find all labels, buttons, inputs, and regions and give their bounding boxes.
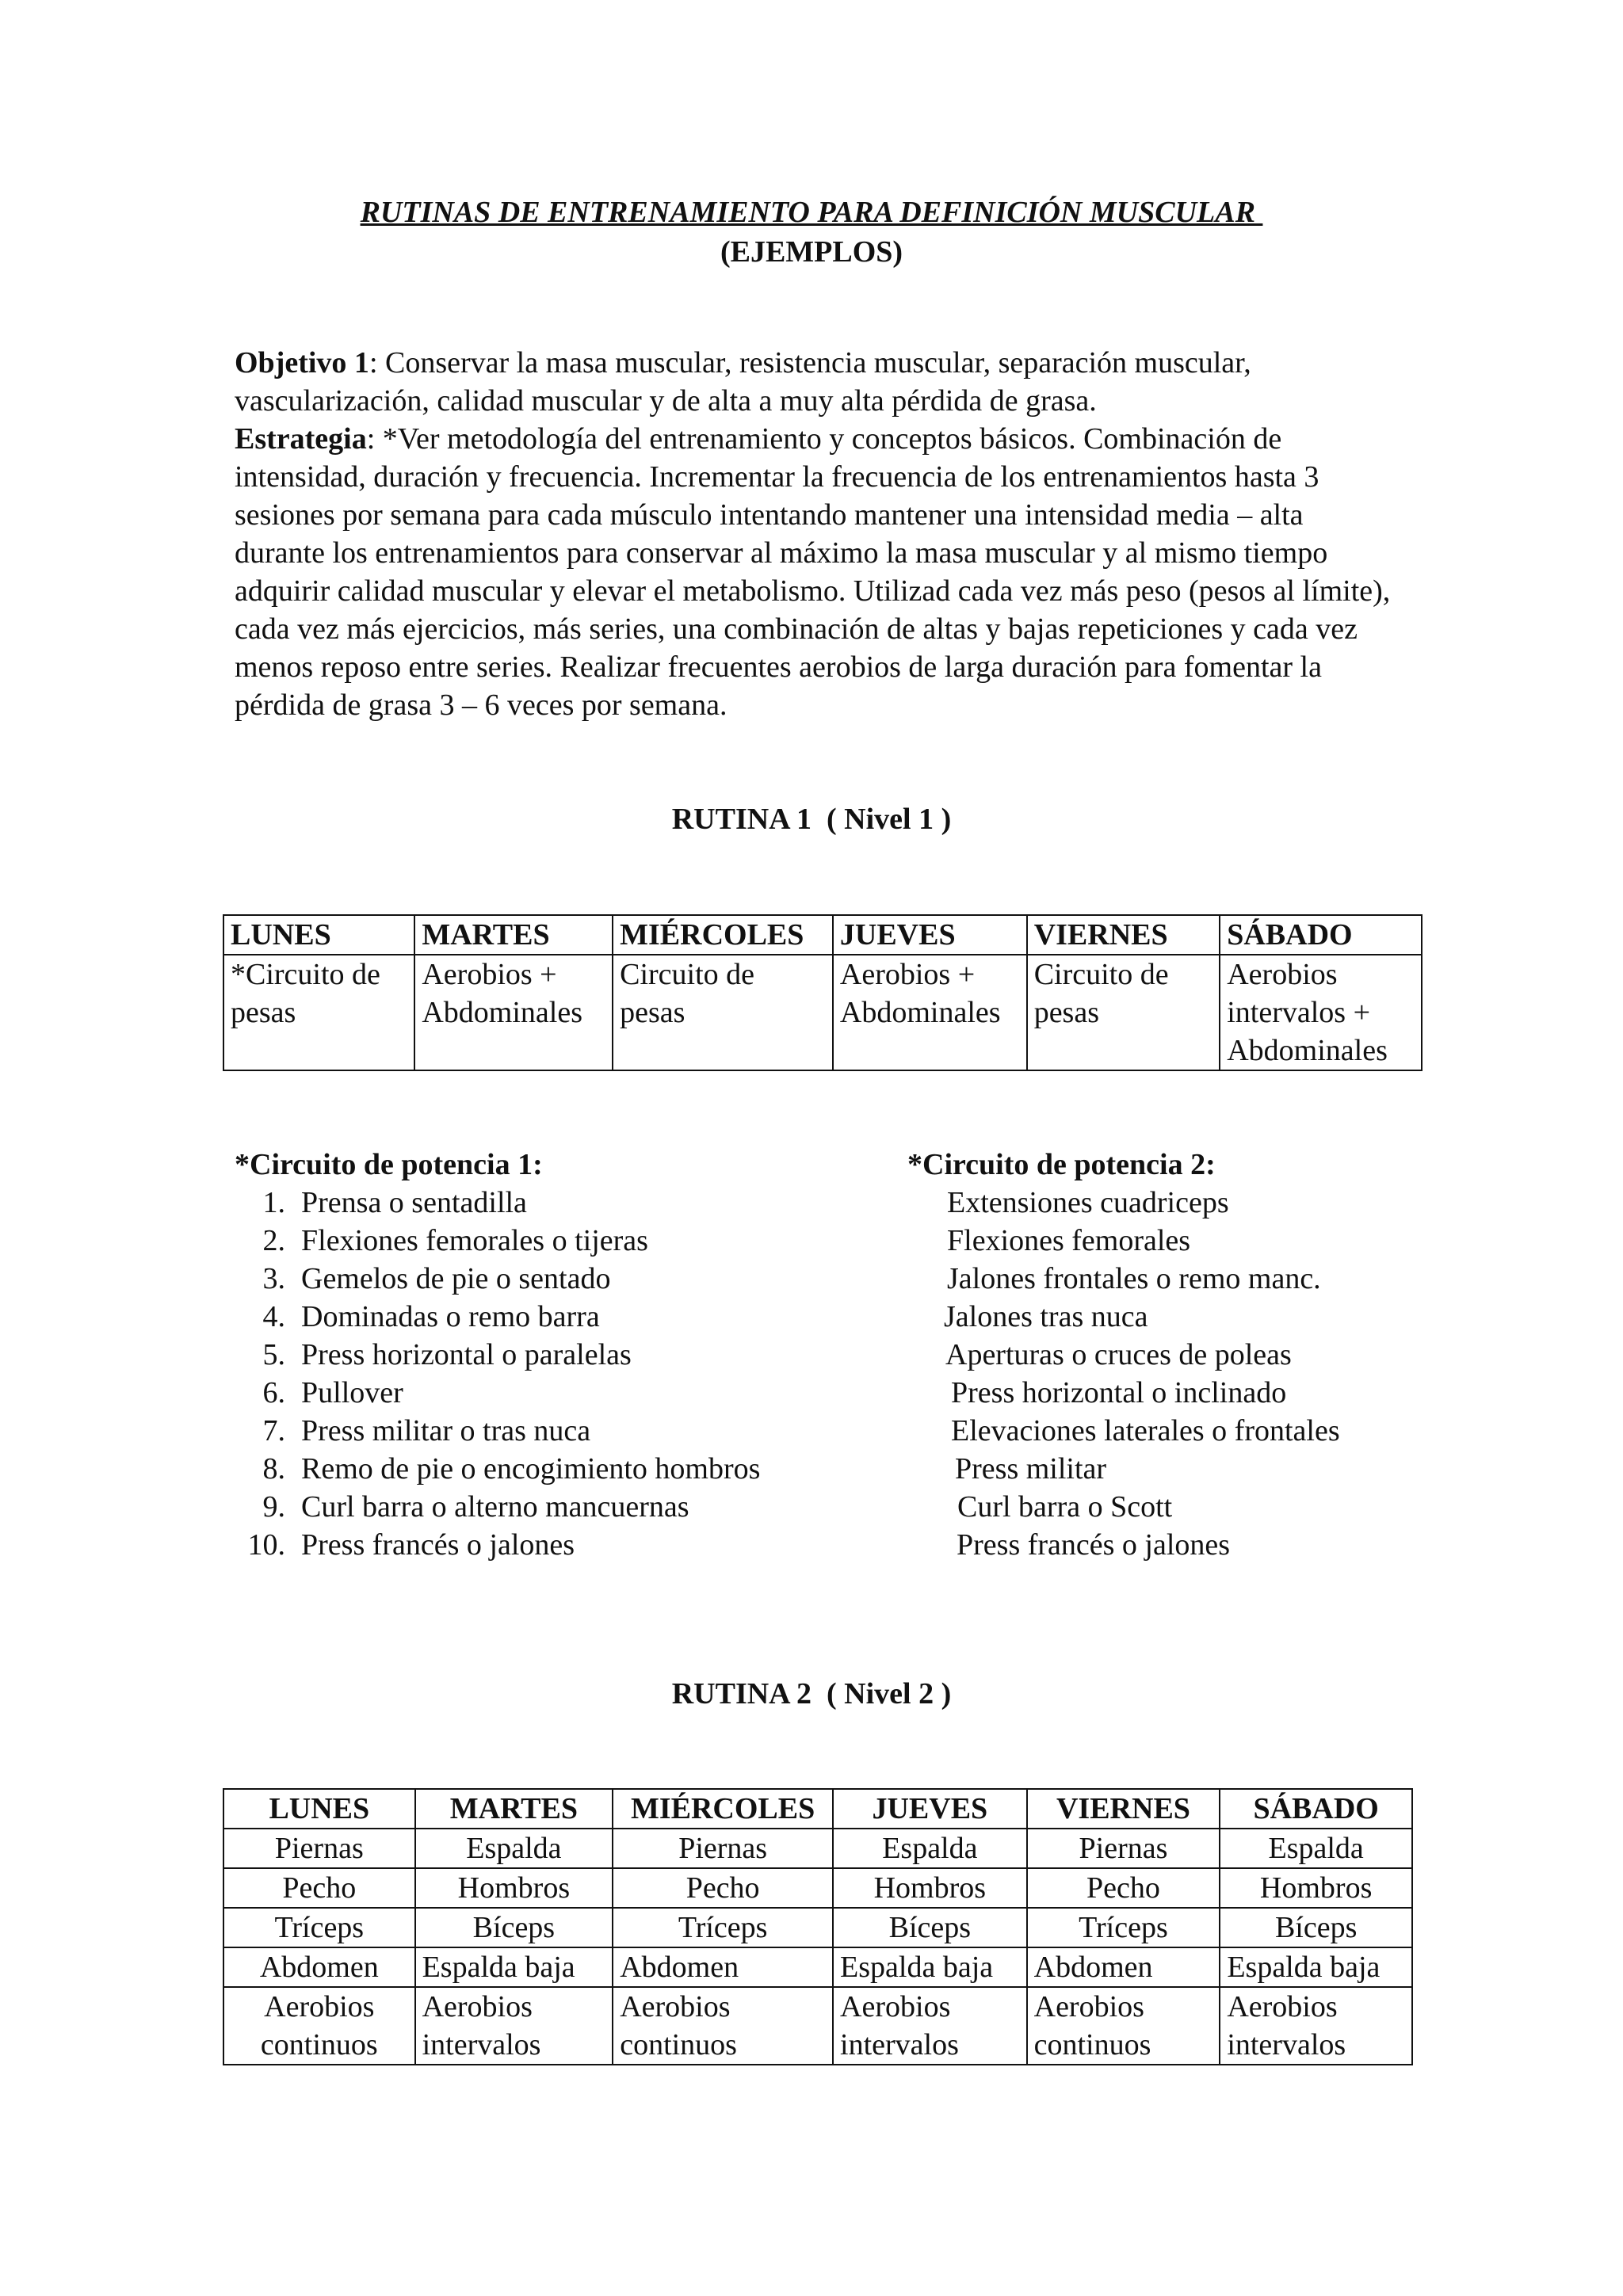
list-text: Pullover bbox=[301, 1376, 403, 1409]
cell-line: continuos bbox=[620, 2028, 737, 2061]
table-cell bbox=[1220, 955, 1422, 1070]
cell-line: continuos bbox=[260, 2028, 378, 2061]
table-cell: Piernas bbox=[223, 1829, 415, 1868]
table-header-cell: MIÉRCOLES bbox=[613, 1789, 833, 1829]
objective-text: : Conservar la masa muscular, resistencia muscular, separación muscular, vascularización, calidad muscular y de alta a muy alta pérdida de grasa. bbox=[235, 346, 1251, 418]
table-cell bbox=[833, 1987, 1027, 2065]
list-number: 4. bbox=[262, 1300, 285, 1333]
cell-line: continuos bbox=[1033, 2028, 1151, 2061]
circuit-1-heading: *Circuito de potencia 1: bbox=[235, 1148, 543, 1181]
table-cell: Piernas bbox=[613, 1829, 833, 1868]
cell-line: intervalos + bbox=[1227, 996, 1371, 1029]
list-text: Dominadas o remo barra bbox=[301, 1300, 600, 1333]
list-item bbox=[235, 1336, 760, 1374]
table-header-cell: MIÉRCOLES bbox=[613, 915, 833, 955]
table-row bbox=[223, 1908, 1412, 1947]
list-number: 9. bbox=[262, 1490, 285, 1524]
table-cell bbox=[613, 955, 833, 1070]
list-text: Press horizontal o paralelas bbox=[301, 1338, 632, 1371]
list-number: 6. bbox=[262, 1376, 285, 1409]
list-item bbox=[235, 1374, 760, 1412]
list-number: 5. bbox=[262, 1338, 285, 1371]
cell-line: Aerobios + bbox=[422, 958, 557, 991]
table-row bbox=[223, 1987, 1412, 2065]
list-text: Gemelos de pie o sentado bbox=[301, 1262, 611, 1295]
table-cell: Bíceps bbox=[415, 1908, 613, 1947]
list-item bbox=[235, 1412, 760, 1450]
document-subtitle: (EJEMPLOS) bbox=[720, 235, 903, 269]
list-item: Jalones tras nuca bbox=[944, 1300, 1148, 1333]
list-text: Prensa o sentadilla bbox=[301, 1186, 527, 1219]
table-cell: Espalda baja bbox=[833, 1947, 1027, 1987]
table-header-cell: JUEVES bbox=[833, 1789, 1027, 1829]
cell-line: Abdominales bbox=[422, 996, 582, 1029]
list-text: Press francés o jalones bbox=[301, 1528, 575, 1562]
table-cell bbox=[223, 955, 414, 1070]
cell-line: intervalos bbox=[1227, 2028, 1346, 2061]
table-cell: Tríceps bbox=[613, 1908, 833, 1947]
list-item: Aperturas o cruces de poleas bbox=[945, 1338, 1292, 1371]
table-cell bbox=[223, 1987, 415, 2065]
table-header-cell: LUNES bbox=[223, 1789, 415, 1829]
table-cell bbox=[1027, 955, 1220, 1070]
list-item bbox=[235, 1298, 760, 1336]
table-cell: Hombros bbox=[1220, 1868, 1412, 1908]
cell-line: Aerobios bbox=[264, 1990, 375, 2023]
cell-line: Aerobios bbox=[1033, 1990, 1144, 2023]
cell-line: pesas bbox=[231, 996, 296, 1029]
list-item: Jalones frontales o remo manc. bbox=[947, 1262, 1321, 1295]
table-cell bbox=[613, 1987, 833, 2065]
table-header-cell: MARTES bbox=[414, 915, 613, 955]
table-cell: Abdomen bbox=[1027, 1947, 1220, 1987]
table-cell: Pecho bbox=[1027, 1868, 1220, 1908]
circuit-1-list bbox=[235, 1184, 760, 1564]
table-cell: Pecho bbox=[223, 1868, 415, 1908]
table-cell: Hombros bbox=[833, 1868, 1027, 1908]
document-title: RUTINAS DE ENTRENAMIENTO PARA DEFINICIÓN MUSCULAR bbox=[360, 196, 1263, 229]
cell-line: intervalos bbox=[840, 2028, 959, 2061]
table-header-row bbox=[223, 1789, 1412, 1829]
list-number: 3. bbox=[262, 1262, 285, 1295]
circuit-2-list bbox=[907, 1184, 1340, 1564]
table-header-cell: LUNES bbox=[223, 915, 414, 955]
table-cell bbox=[1027, 1987, 1220, 2065]
circuit-2-heading: *Circuito de potencia 2: bbox=[907, 1148, 1216, 1181]
list-number: 10. bbox=[247, 1528, 285, 1562]
list-item bbox=[235, 1526, 760, 1564]
cell-line: Circuito de bbox=[620, 958, 755, 991]
list-text: Curl barra o alterno mancuernas bbox=[301, 1490, 689, 1524]
list-text: Remo de pie o encogimiento hombros bbox=[301, 1452, 761, 1486]
table-cell bbox=[414, 955, 613, 1070]
circuit-2 bbox=[907, 1146, 1340, 1564]
table-cell: Bíceps bbox=[833, 1908, 1027, 1947]
cell-line: pesas bbox=[620, 996, 685, 1029]
cell-line: Abdominales bbox=[1227, 1034, 1388, 1067]
table-cell: Espalda bbox=[833, 1829, 1027, 1868]
list-number: 8. bbox=[262, 1452, 285, 1486]
table-cell: Hombros bbox=[415, 1868, 613, 1908]
cell-line: Aerobios bbox=[1227, 958, 1338, 991]
table-row bbox=[223, 955, 1422, 1070]
table-row bbox=[223, 1829, 1412, 1868]
list-item bbox=[235, 1488, 760, 1526]
cell-line: *Circuito de bbox=[231, 958, 380, 991]
table-cell bbox=[1220, 1987, 1412, 2065]
list-item: Extensiones cuadriceps bbox=[947, 1186, 1229, 1219]
cell-line: Abdominales bbox=[839, 996, 1001, 1029]
strategy-paragraph bbox=[235, 420, 1392, 724]
list-item: Curl barra o Scott bbox=[957, 1490, 1173, 1524]
list-item: Press horizontal o inclinado bbox=[951, 1376, 1287, 1409]
table-cell: Abdomen bbox=[613, 1947, 833, 1987]
list-item: Press militar bbox=[955, 1452, 1107, 1486]
routine-2-heading: RUTINA 2 ( Nivel 2 ) bbox=[671, 1677, 952, 1711]
list-item: Elevaciones laterales o frontales bbox=[951, 1414, 1340, 1447]
strategy-label: Estrategia bbox=[235, 422, 367, 456]
list-item: Press francés o jalones bbox=[957, 1528, 1231, 1562]
objective-paragraph bbox=[235, 344, 1392, 420]
table-header-row bbox=[223, 915, 1422, 955]
objective-label: Objetivo 1 bbox=[235, 346, 369, 379]
cell-line: Aerobios bbox=[422, 1990, 533, 2023]
table-cell bbox=[415, 1987, 613, 2065]
list-item bbox=[235, 1222, 760, 1260]
table-cell: Bíceps bbox=[1220, 1908, 1412, 1947]
table-cell: Espalda baja bbox=[415, 1947, 613, 1987]
cell-line: Circuito de bbox=[1033, 958, 1169, 991]
table-cell: Tríceps bbox=[223, 1908, 415, 1947]
table-cell: Abdomen bbox=[223, 1947, 415, 1987]
list-text: Flexiones femorales o tijeras bbox=[301, 1224, 648, 1257]
table-header-cell: SÁBADO bbox=[1220, 915, 1422, 955]
list-item: Flexiones femorales bbox=[947, 1224, 1191, 1257]
table-cell: Tríceps bbox=[1027, 1908, 1220, 1947]
table-header-cell: MARTES bbox=[415, 1789, 613, 1829]
cell-line: intervalos bbox=[422, 2028, 541, 2061]
list-item bbox=[235, 1184, 760, 1222]
list-number: 7. bbox=[262, 1414, 285, 1447]
cell-line: Aerobios + bbox=[839, 958, 976, 991]
list-item bbox=[235, 1260, 760, 1298]
table-header-cell: SÁBADO bbox=[1220, 1789, 1412, 1829]
routine-1-table bbox=[223, 914, 1423, 1071]
table-cell: Espalda bbox=[415, 1829, 613, 1868]
strategy-text: : *Ver metodología del entrenamiento y conceptos básicos. Combinación de intensidad, duración y frecuencia. Incrementar la frecuencia de los entrenamientos hasta 3 sesiones por semana para cada músculo intentando mantener una intensidad media – alta durante los entrenamientos para conservar al máximo la masa muscular y al mismo tiempo adquirir calidad muscular y elevar el metabolismo. Utilizad cada vez más peso (pesos al límite), cada vez más ejercicios, más series, una combinación de altas y bajas repeticiones y cada vez menos reposo entre series. Realizar frecuentes aerobios de larga duración para fomentar la pérdida de grasa 3 – 6 veces por semana. bbox=[235, 422, 1391, 722]
table-cell: Espalda baja bbox=[1220, 1947, 1412, 1987]
list-number: 1. bbox=[262, 1186, 285, 1219]
table-cell: Espalda bbox=[1220, 1829, 1412, 1868]
cell-line: Aerobios bbox=[840, 1990, 951, 2023]
table-header-cell: JUEVES bbox=[833, 915, 1027, 955]
table-row bbox=[223, 1868, 1412, 1908]
cell-line: Aerobios bbox=[1227, 1990, 1338, 2023]
routine-2-table bbox=[223, 1788, 1413, 2065]
circuit-1 bbox=[235, 1146, 760, 1564]
table-row bbox=[223, 1947, 1412, 1987]
list-text: Press militar o tras nuca bbox=[301, 1414, 591, 1447]
table-cell: Piernas bbox=[1027, 1829, 1220, 1868]
table-header-cell: VIERNES bbox=[1027, 1789, 1220, 1829]
list-item bbox=[235, 1450, 760, 1488]
list-number: 2. bbox=[262, 1224, 285, 1257]
cell-line: Aerobios bbox=[620, 1990, 731, 2023]
cell-line: pesas bbox=[1033, 996, 1099, 1029]
routine-1-heading: RUTINA 1 ( Nivel 1 ) bbox=[671, 803, 952, 836]
table-header-cell: VIERNES bbox=[1027, 915, 1220, 955]
table-cell: Pecho bbox=[613, 1868, 833, 1908]
table-cell bbox=[833, 955, 1027, 1070]
